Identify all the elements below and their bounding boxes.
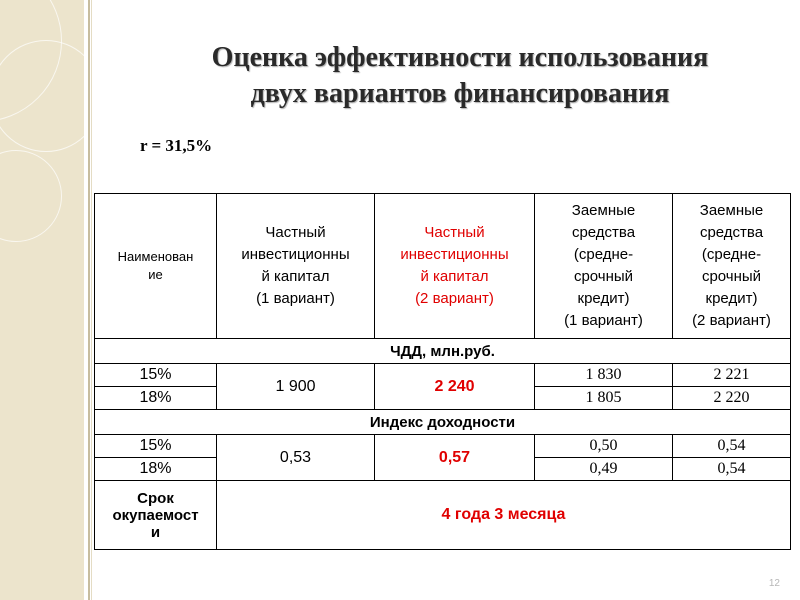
section-title-npv: ЧДД, млн.руб. <box>95 339 791 364</box>
section-row-npv <box>95 339 791 364</box>
value-cell: 0,50 <box>535 435 673 458</box>
header-private-capital-2: Частный инвестиционны й капитал (2 вариант) <box>375 194 535 339</box>
value-cell: 0,54 <box>673 435 791 458</box>
value-cell: 0,49 <box>535 458 673 481</box>
table-row <box>95 364 791 387</box>
header-loan-2: Заемные средства (средне- срочный кредит) (2 вариант) <box>673 194 791 339</box>
payback-value-cell: 4 года 3 месяца <box>217 481 791 550</box>
payback-label-cell: Срок окупаемост и <box>95 481 217 550</box>
payback-row <box>95 481 791 550</box>
decorative-circle <box>0 150 62 242</box>
rate-cell: 15% <box>95 435 217 458</box>
title-line-2: двух вариантов финансирования <box>250 78 670 109</box>
header-private-capital-1: Частный инвестиционны й капитал (1 вариант) <box>217 194 375 339</box>
value-cell: 1 805 <box>535 387 673 410</box>
header-name: Наименован ие <box>95 194 217 339</box>
value-cell: 0,54 <box>673 458 791 481</box>
section-title-pi: Индекс доходности <box>95 410 791 435</box>
header-loan-1: Заемные средства (средне- срочный кредит) (1 вариант) <box>535 194 673 339</box>
table-row <box>95 435 791 458</box>
divider-line <box>88 0 90 600</box>
pi-variant2-cell: 0,57 <box>375 435 535 481</box>
title-line-1: Оценка эффективности использования <box>211 42 709 73</box>
page-number: 12 <box>768 578 780 589</box>
table-header-row <box>95 194 791 339</box>
npv-variant2-cell: 2 240 <box>375 364 535 410</box>
value-cell: 2 220 <box>673 387 791 410</box>
value-cell: 2 221 <box>673 364 791 387</box>
npv-variant1-cell: 1 900 <box>217 364 375 410</box>
pi-variant1-cell: 0,53 <box>217 435 375 481</box>
discount-rate: r = 31,5% <box>140 136 213 155</box>
slide-title <box>110 40 800 112</box>
section-row-pi <box>95 410 791 435</box>
comparison-table <box>94 193 791 550</box>
decorative-side-strip <box>0 0 84 600</box>
value-cell: 1 830 <box>535 364 673 387</box>
divider-line <box>91 0 92 600</box>
rate-cell: 18% <box>95 458 217 481</box>
rate-cell: 18% <box>95 387 217 410</box>
rate-cell: 15% <box>95 364 217 387</box>
